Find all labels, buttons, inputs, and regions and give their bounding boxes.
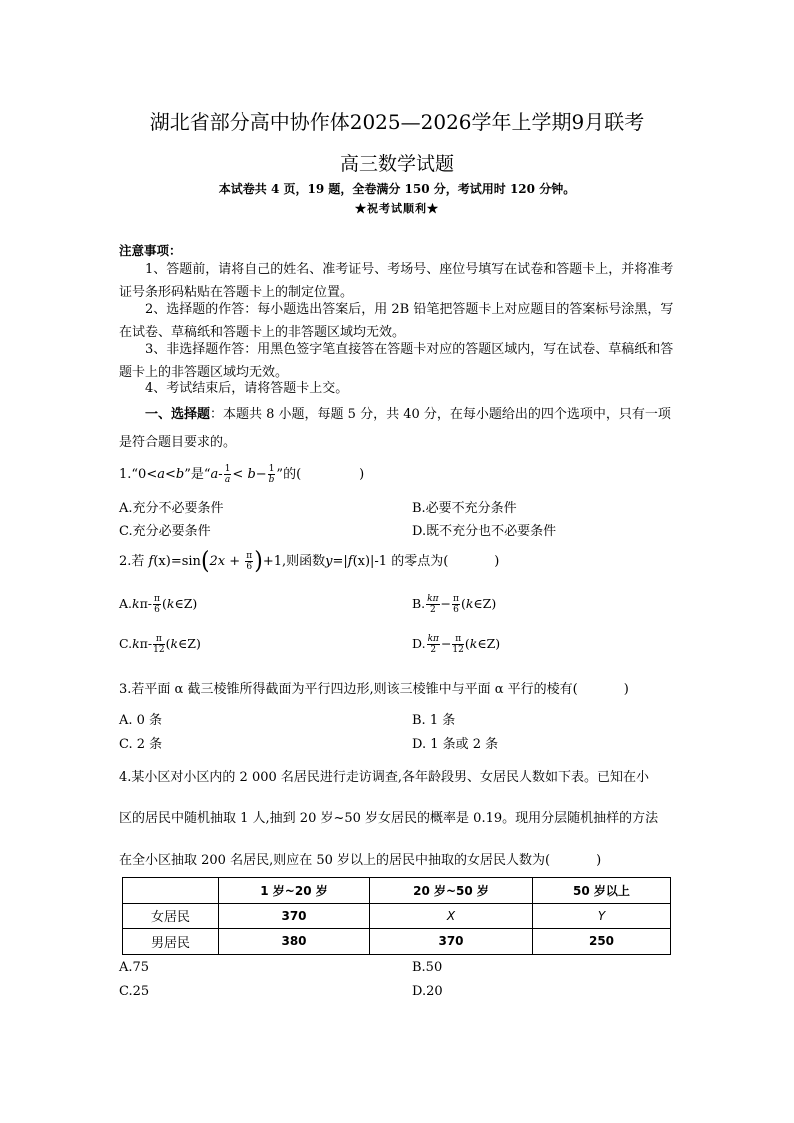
q2b-num2: π	[453, 594, 459, 604]
q4-table	[122, 877, 671, 955]
q1-frac2-den: b	[268, 475, 275, 485]
q2a-end: ∈Z)	[174, 596, 198, 611]
q2a-pre: A.	[119, 596, 133, 611]
q2-fx: (x)=sin	[153, 554, 201, 569]
q2a-frac	[153, 594, 161, 615]
table-cell: 380	[219, 929, 370, 955]
q2-prefix: 2.若	[119, 554, 149, 569]
q3-close-paren: )	[623, 682, 629, 697]
q2a-k2: k	[166, 596, 175, 611]
q2d-num2: π	[452, 634, 463, 645]
q2c-mid: π-	[139, 636, 153, 651]
q2d-minus: −	[440, 636, 452, 651]
q2a-k: k	[132, 596, 140, 611]
table-cell: X	[370, 903, 533, 929]
q1-var-b2: b	[247, 467, 256, 482]
table-header-row	[123, 878, 671, 904]
q2c-num: π	[153, 634, 164, 645]
q2-option-b[interactable]	[412, 594, 496, 615]
q2b-den2: 6	[453, 605, 459, 615]
q2c-pre: C.	[119, 636, 133, 651]
q2c-k: k	[132, 636, 140, 651]
table-cell: 370	[219, 903, 370, 929]
q2d-end: ∈Z)	[477, 636, 501, 651]
q4-line-3	[119, 849, 601, 868]
table-row-label-male: 男居民	[123, 929, 219, 955]
q1-var-b: b	[175, 467, 185, 482]
q1-dash: -	[218, 467, 223, 482]
table-row	[123, 929, 671, 955]
q2a-mid: π-	[139, 596, 153, 611]
question-2: 2.若 f(x)=sin(2x + $\frac{\pi}{6}$ )+1,则函数y=|f(x)|-1 的零点为( )	[119, 547, 500, 576]
notice-item-2: 2、选择题的作答：每小题选出答案后，用 2B 铅笔把答题卡上对应题目的答案标号涂黑，写在试卷、草稿纸和答题卡上的非答题区域均无效。	[119, 302, 674, 340]
notice-item-3: 3、非选择题作答：用黑色签字笔直接答在答题卡对应的答题区域内，写在试卷、草稿纸和答题卡上的非答题区域均无效。	[119, 342, 674, 380]
q1-frac-den: a	[224, 475, 231, 485]
q1-option-b[interactable]: B.必要不充分条件	[412, 501, 517, 516]
table-row	[123, 903, 671, 929]
q4-option-b[interactable]: B.50	[412, 960, 443, 975]
table-cell: Y	[533, 903, 671, 929]
q2a-num: π	[154, 594, 160, 604]
q2d-pre: D.	[412, 636, 426, 651]
section-1-label: 一、选择题	[145, 407, 211, 422]
q2a-den: 6	[154, 605, 160, 615]
q2c-k2: k	[170, 636, 179, 651]
q3-option-a[interactable]: A. 0 条	[119, 713, 163, 728]
q1-lt2: <	[232, 467, 248, 482]
q4-line-1: 4.某小区对小区内的 2 000 名居民进行走访调查,各年龄段男、女居民人数如下表。已知在小	[119, 770, 650, 785]
q2-option-a[interactable]	[119, 594, 197, 615]
q1-frac-1-over-b	[268, 464, 276, 485]
q2b-den1: 2	[429, 605, 436, 615]
exam-info: 本试卷共 4 页，19 题，全卷满分 150 分，考试用时 120 分钟。	[218, 182, 576, 196]
table-header-20-50: 20 岁~50 岁	[370, 878, 533, 904]
q1-frac2-num: 1	[268, 464, 275, 474]
section-1-intro	[119, 401, 675, 457]
q1-frac-1-over-a	[224, 464, 232, 485]
q1-option-c[interactable]: C.充分必要条件	[119, 524, 211, 539]
notice-heading: 注意事项：	[119, 243, 182, 258]
q2d-frac2	[452, 634, 463, 655]
table-header-1-20: 1 岁~20 岁	[219, 878, 370, 904]
q2d-k2: k	[469, 636, 478, 651]
q1-var-a: a	[157, 467, 165, 482]
q1-lt: <	[164, 467, 176, 482]
q2d-den2: 12	[452, 645, 464, 655]
table-header-50-plus: 50 岁以上	[533, 878, 671, 904]
q2b-pre: B.	[412, 596, 426, 611]
q1-close-paren: )	[359, 467, 365, 482]
q2b-frac2	[452, 594, 460, 615]
question-1	[119, 463, 364, 485]
q1-option-a[interactable]: A.充分不必要条件	[119, 501, 224, 516]
q2b-minus: −	[440, 596, 452, 611]
q3-option-b[interactable]: B. 1 条	[412, 713, 456, 728]
q4-line-3-text: 在全小区抽取 200 名居民,则应在 50 岁以上的居民中抽取的女居民人数为(	[119, 853, 551, 868]
q1-prefix: 1.“0<	[119, 467, 158, 482]
q2-f: f	[148, 554, 154, 569]
question-3	[119, 678, 629, 697]
q2d-den1: 2	[430, 645, 437, 655]
q2-y: y	[325, 554, 333, 569]
q2-rest: =|	[332, 554, 348, 569]
q2b-frac1	[426, 594, 439, 615]
q2-rest2: (x)|-1 的零点为(	[352, 554, 449, 569]
q4-close-paren: )	[596, 853, 602, 868]
q3-text: 3.若平面 α 截三棱锥所得截面为平行四边形,则该三棱锥中与平面 α 平行的棱有(	[119, 682, 578, 697]
exam-title: 湖北省部分高中协作体2025—2026学年上学期9月联考	[149, 110, 645, 134]
q4-option-c[interactable]: C.25	[119, 984, 150, 999]
q2d-tail: (	[464, 636, 470, 651]
q4-line-2: 区的居民中随机抽取 1 人,抽到 20 岁~50 岁女居民的概率是 0.19。现用分层随机抽样的方法	[119, 811, 659, 826]
q2b-k2: k	[465, 596, 474, 611]
exam-wish: ★祝考试顺利★	[355, 202, 439, 215]
q3-option-c[interactable]: C. 2 条	[119, 737, 163, 752]
q3-option-d[interactable]: D. 1 条或 2 条	[412, 737, 499, 752]
q2d-num1: kπ	[427, 634, 439, 644]
section-1-text: ：本题共 8 小题，每题 5 分，共 40 分，在每小题给出的四个选项中，只有一项是符合题目要求的。	[119, 407, 671, 450]
q2-frac-pi-6	[245, 551, 253, 572]
q2b-tail: (	[460, 596, 466, 611]
q4-option-d[interactable]: D.20	[412, 984, 443, 999]
q2-option-c[interactable]	[119, 634, 201, 655]
q2-frac-num: π	[246, 551, 253, 561]
q1-end: ”的(	[276, 467, 302, 482]
q4-option-a[interactable]: A.75	[119, 960, 150, 975]
q2c-frac	[153, 634, 164, 655]
table-header-blank	[123, 878, 219, 904]
q2b-end: ∈Z)	[473, 596, 497, 611]
q1-minus: −	[255, 467, 267, 482]
q1-mid: ”是“	[184, 467, 211, 482]
q2c-den: 12	[153, 645, 165, 655]
q2-frac-den: 6	[246, 562, 253, 572]
table-row-label-female: 女居民	[123, 903, 219, 929]
q2c-tail: (	[165, 636, 171, 651]
q2-f2: f	[347, 554, 353, 569]
q1-var-a2: a	[210, 467, 219, 482]
notice-item-1: 1、答题前，请将自己的姓名、准考证号、考场号、座位号填写在试卷和答题卡上，并将准考证号条形码粘贴在答题卡上的制定位置。	[119, 262, 674, 300]
q2a-tail: (	[161, 596, 167, 611]
q2-close-paren: )	[494, 554, 500, 569]
q1-frac-num: 1	[224, 464, 231, 474]
q2b-num1: kπ	[427, 594, 439, 604]
table-cell: 370	[370, 929, 533, 955]
q1-option-d[interactable]: D.既不充分也不必要条件	[412, 524, 557, 539]
q2-plus: +1,则函数	[262, 554, 326, 569]
exam-subtitle: 高三数学试题	[339, 153, 454, 175]
q2d-frac1	[427, 634, 440, 655]
q2-option-d[interactable]	[412, 634, 500, 655]
table-cell: 250	[533, 929, 671, 955]
notice-item-4: 4、考试结束后，请将答题卡上交。	[145, 381, 349, 396]
q2-inner: 2x +	[209, 554, 245, 569]
q2c-end: ∈Z)	[178, 636, 201, 651]
